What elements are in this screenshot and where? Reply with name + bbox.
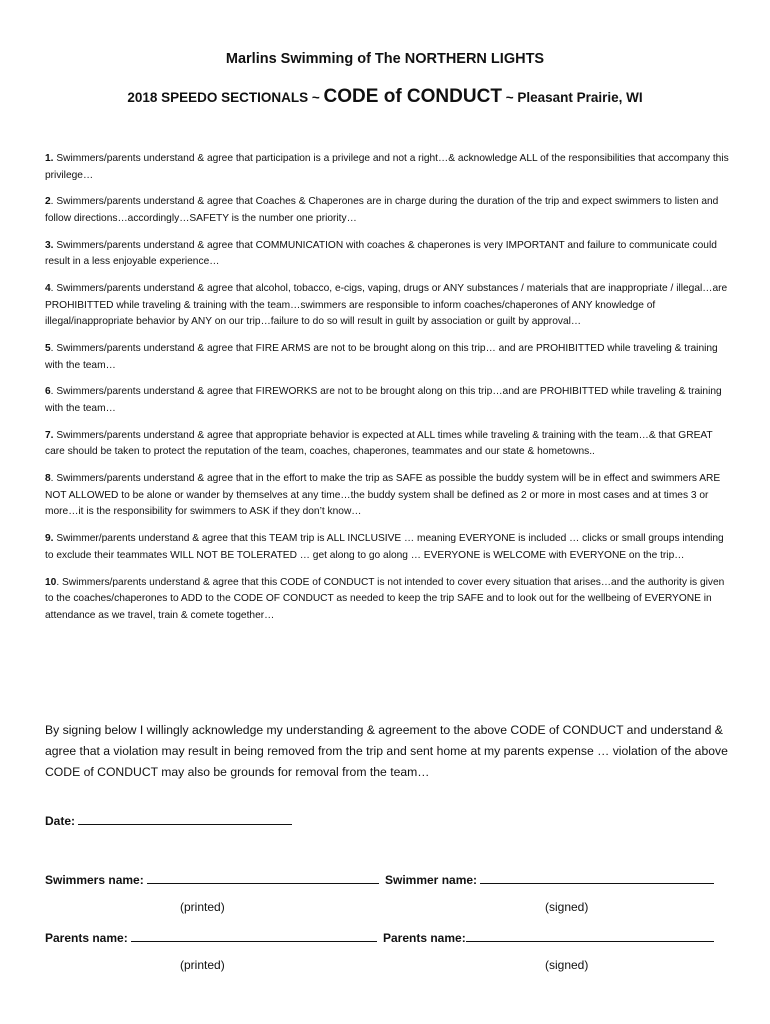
organization-title: Marlins Swimming of The NORTHERN LIGHTS xyxy=(225,51,545,67)
rule-text: . Swimmers/parents understand & agree that FIRE ARMS are not to be brought along on this trip… and are PROHIBITTED while traveling & training with the team… xyxy=(45,343,718,371)
rule-number: 9. xyxy=(45,533,54,545)
rule-text: Swimmers/parents understand & agree that participation is a privilege and not a right…& acknowledge ALL of the responsibilities that accompany this privilege… xyxy=(45,153,729,181)
swimmer-signed-line[interactable] xyxy=(480,871,714,884)
code-of-conduct-heading: CODE of CONDUCT xyxy=(323,86,502,107)
parent-signed-note: (signed) xyxy=(545,958,589,972)
rule-text: . Swimmers/parents understand & agree that this CODE of CONDUCT is not intended to cover every situation that arises…and the authority is given to the coaches/chaperones to ADD to the CODE OF CONDUCT as needed to keep the trip SAFE and to look out for the wellbeing of EVERYONE in attendance as we travel, train & comete together… xyxy=(45,576,725,621)
rule-item xyxy=(45,428,735,461)
parent-printed-label: Parents name: xyxy=(45,931,128,945)
swimmer-signed-note: (signed) xyxy=(545,900,589,914)
rule-number: 3. xyxy=(45,239,54,251)
acknowledgement-paragraph: By signing below I willingly acknowledge my understanding & agreement to the above CODE of CONDUCT and understand & agree that a violation may result in being removed from the trip and sent home at my parents expense … violation of the above CODE of CONDUCT may also be grounds for removal from the team… xyxy=(45,723,728,779)
swimmer-printed-note: (printed) xyxy=(180,900,225,914)
swimmer-printed-row xyxy=(45,871,379,887)
rule-text: Swimmers/parents understand & agree that appropriate behavior is expected at ALL times while traveling & training with the team…& that GREAT care should be taken to protect the reputation of the team, coaches, chaperones, teammates and our state & hometowns.. xyxy=(45,429,713,458)
swimmer-signed-label: Swimmer name: xyxy=(385,873,478,887)
location-label: ~ Pleasant Prairie, WI xyxy=(501,90,643,105)
parent-signed-row xyxy=(383,929,714,945)
swimmer-printed-line[interactable] xyxy=(147,871,379,884)
rule-text: Swimmers/parents understand & agree that COMMUNICATION with coaches & chaperones is very IMPORTANT and failure to communicate could result in a less enjoyable experience… xyxy=(45,239,717,268)
rule-item xyxy=(45,194,735,227)
rule-number: 7. xyxy=(45,429,54,441)
rule-number: 6 xyxy=(45,386,51,398)
rule-number: 4 xyxy=(45,283,51,295)
rule-item xyxy=(45,471,735,521)
rule-item xyxy=(45,281,735,331)
parent-signed-line[interactable] xyxy=(466,929,714,942)
rule-number: 8 xyxy=(45,473,51,485)
rule-number: 10 xyxy=(45,576,57,588)
date-line[interactable] xyxy=(78,812,292,825)
rule-text: . Swimmers/parents understand & agree that FIREWORKS are not to be brought along on this trip…and are PROHIBITTED while traveling & training with the team… xyxy=(45,386,722,415)
rule-number: 1. xyxy=(45,153,54,164)
rule-text: . Swimmers/parents understand & agree that in the effort to make the trip as SAFE as possible the buddy system will be in effect and swimmers ARE NOT ALLOWED to be alone or wander by themselves at any time…the buddy system shall be defined as 2 or more in most cases and at times 3 or more…it is the responsibility for swimmers to ASK if they don’t know… xyxy=(45,473,721,518)
rule-item xyxy=(45,384,735,417)
event-label: 2018 SPEEDO SECTIONALS ~ xyxy=(127,90,324,105)
document-title xyxy=(0,86,770,108)
rules-list xyxy=(45,151,735,635)
parent-printed-note: (printed) xyxy=(180,958,225,972)
swimmer-signed-row xyxy=(385,871,714,887)
parent-printed-row xyxy=(45,929,377,945)
rule-number: 5 xyxy=(45,343,51,355)
rule-item xyxy=(45,531,735,564)
date-row xyxy=(45,812,292,828)
parent-printed-line[interactable] xyxy=(131,929,377,942)
parent-signed-label: Parents name: xyxy=(383,931,466,945)
rule-item xyxy=(45,341,735,374)
swimmer-printed-label: Swimmers name: xyxy=(45,873,144,887)
date-label: Date: xyxy=(45,814,76,828)
rule-item xyxy=(45,238,735,271)
rule-text: . Swimmers/parents understand & agree that alcohol, tobacco, e-cigs, vaping, drugs or ANY substances / materials that are inappropriate / illegal…are PROHIBITTED while traveling & training with the team…swimmers are responsible to inform coaches/chaperones of ANY knowledge of illegal/inappropriate behavior by ANY on our trip…failure to do so will result in guilt by association or guilt by approval… xyxy=(45,283,728,328)
rule-text: Swimmer/parents understand & agree that this TEAM trip is ALL INCLUSIVE … meaning EVERYONE is included … clicks or small groups intending to exclude their teammates WILL NOT BE TOLERATED … get along to go along … EVERYONE is WELCOME with EVERYONE on the trip… xyxy=(45,533,724,561)
rule-item xyxy=(45,151,735,184)
rule-item xyxy=(45,575,735,625)
rule-number: 2 xyxy=(45,196,51,208)
rule-text: . Swimmers/parents understand & agree that Coaches & Chaperones are in charge during the duration of the trip and expect swimmers to listen and follow directions…accordingly…SAFETY is the number one priority… xyxy=(45,196,719,224)
